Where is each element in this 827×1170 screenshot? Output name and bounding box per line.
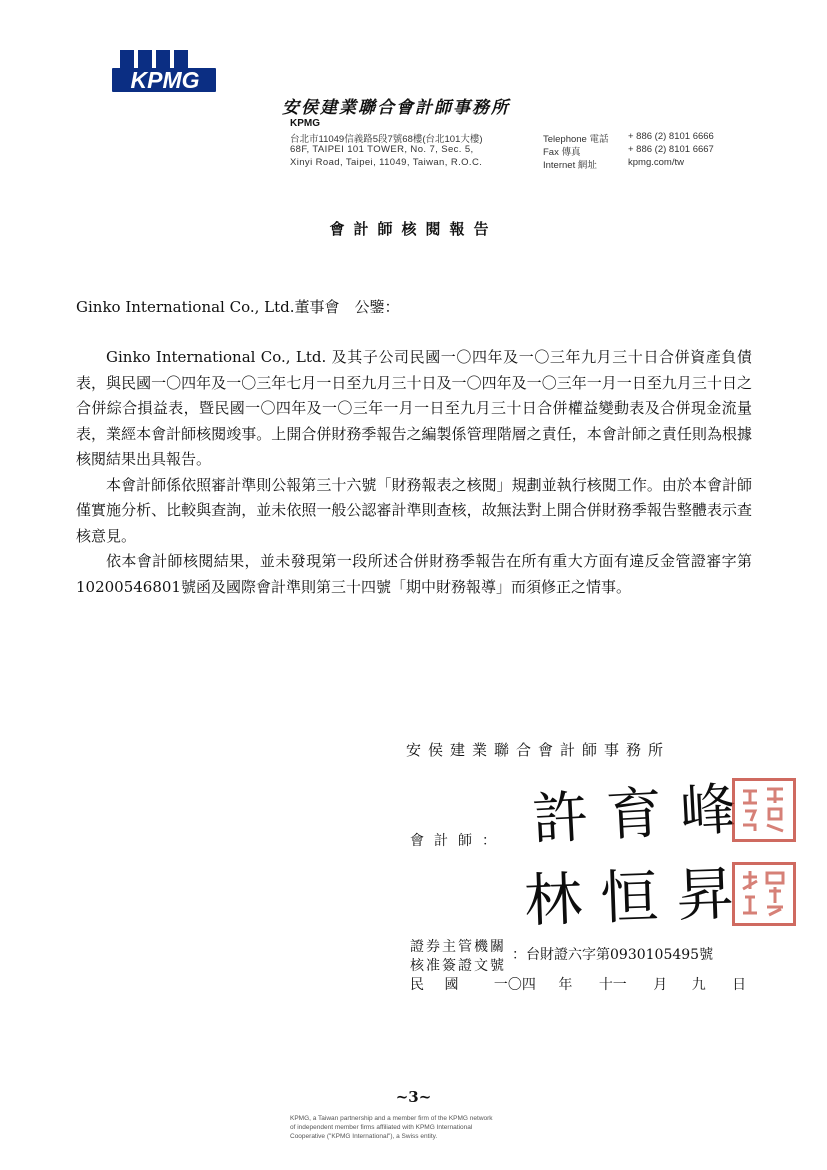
- kpmg-logo: [112, 50, 218, 92]
- date-part: 日: [732, 977, 747, 993]
- addressee: Ginko International Co., Ltd.董事會 公鑒：: [76, 298, 400, 316]
- accountant-label: 會計師：: [410, 833, 506, 849]
- date-part: 一〇四: [493, 977, 536, 993]
- date-part: 民: [410, 977, 424, 993]
- firm-name-english: KPMG: [290, 118, 320, 129]
- address-chinese: 台北市11049信義路5段7號68樓(台北101大樓): [290, 134, 483, 145]
- paragraph-conclusion: 依本會計師核閱結果，並未發現第一段所述合併財務季報告在所有重大方面有違反金管證審字第10200546801號函及國際會計準則第三十四號「期中財務報導」而須修正之情事。: [76, 552, 752, 596]
- page-number: ~3~: [395, 1088, 432, 1106]
- report-date: [410, 974, 746, 994]
- telephone-value: + 886 (2) 8101 6666: [628, 131, 714, 142]
- address-english-line2: Xinyi Road, Taipei, 11049, Taiwan, R.O.C.: [290, 157, 483, 168]
- report-body: [76, 345, 752, 600]
- firm-name-chinese: 安侯建業聯合會計師事務所: [282, 98, 510, 118]
- telephone-label: Telephone 電話: [543, 134, 609, 145]
- footer-line-1: KPMG, a Taiwan partnership and a member firm of the KPMG network: [290, 1115, 493, 1122]
- date-part: 月: [653, 977, 668, 993]
- approval-number: ：台財證六字第0930105495號: [512, 947, 714, 963]
- internet-link[interactable]: kpmg.com/tw: [628, 157, 684, 168]
- signature-2: 林恒昇: [523, 859, 754, 935]
- fax-value: + 886 (2) 8101 6667: [628, 144, 714, 155]
- signature-1: 許育峰: [530, 776, 756, 853]
- logo-text: KPMG: [130, 67, 200, 92]
- signing-firm: 安侯建業聯合會計師事務所: [406, 741, 671, 759]
- fax-label: Fax 傳真: [543, 147, 581, 158]
- report-title: 會計師核閱報告: [329, 220, 498, 238]
- paragraph-standards: 本會計師係依照審計準則公報第三十六號「財務報表之核閱」規劃並執行核閱工作。由於本會計師僅實施分析、比較與查詢，並未依照一般公認審計準則查核，故無法對上開合併財務季報告整體表示查核意見。: [76, 475, 752, 545]
- date-part: 九: [691, 977, 706, 993]
- paragraph-scope: Ginko International Co., Ltd. 及其子公司民國一〇四年及一〇三年九月三十日合併資產負債表，與民國一〇四年及一〇三年七月一日至九月三十日及一〇四年及一〇三年一月一日至九月三十日之合併綜合損益表，暨民國一〇四年及一〇三年一月一日至九月三十日合併權益變動表及合併現金流量表，業經本會計師核閱竣事。上開合併財務季報告之編製係管理階層之責任，本會計師之責任則為根據核閱結果出具報告。: [76, 348, 752, 468]
- footer-line-3: Cooperative ("KPMG International"), a Swiss entity.: [290, 1133, 438, 1140]
- internet-label: Internet 網址: [543, 160, 597, 171]
- approval-label-line2: 核准簽證文號: [410, 958, 506, 974]
- footer-line-2: of independent member firms affiliated with KPMG International: [290, 1124, 473, 1131]
- date-part: 十一: [598, 977, 627, 993]
- address-english-line1: 68F, TAIPEI 101 TOWER, No. 7, Sec. 5,: [290, 144, 474, 155]
- approval-label-line1: 證券主管機關: [410, 939, 506, 955]
- date-part: 年: [558, 977, 573, 993]
- seal-stamp-1: [732, 778, 796, 842]
- seal-stamp-2: [732, 862, 796, 926]
- date-part: 國: [444, 977, 459, 993]
